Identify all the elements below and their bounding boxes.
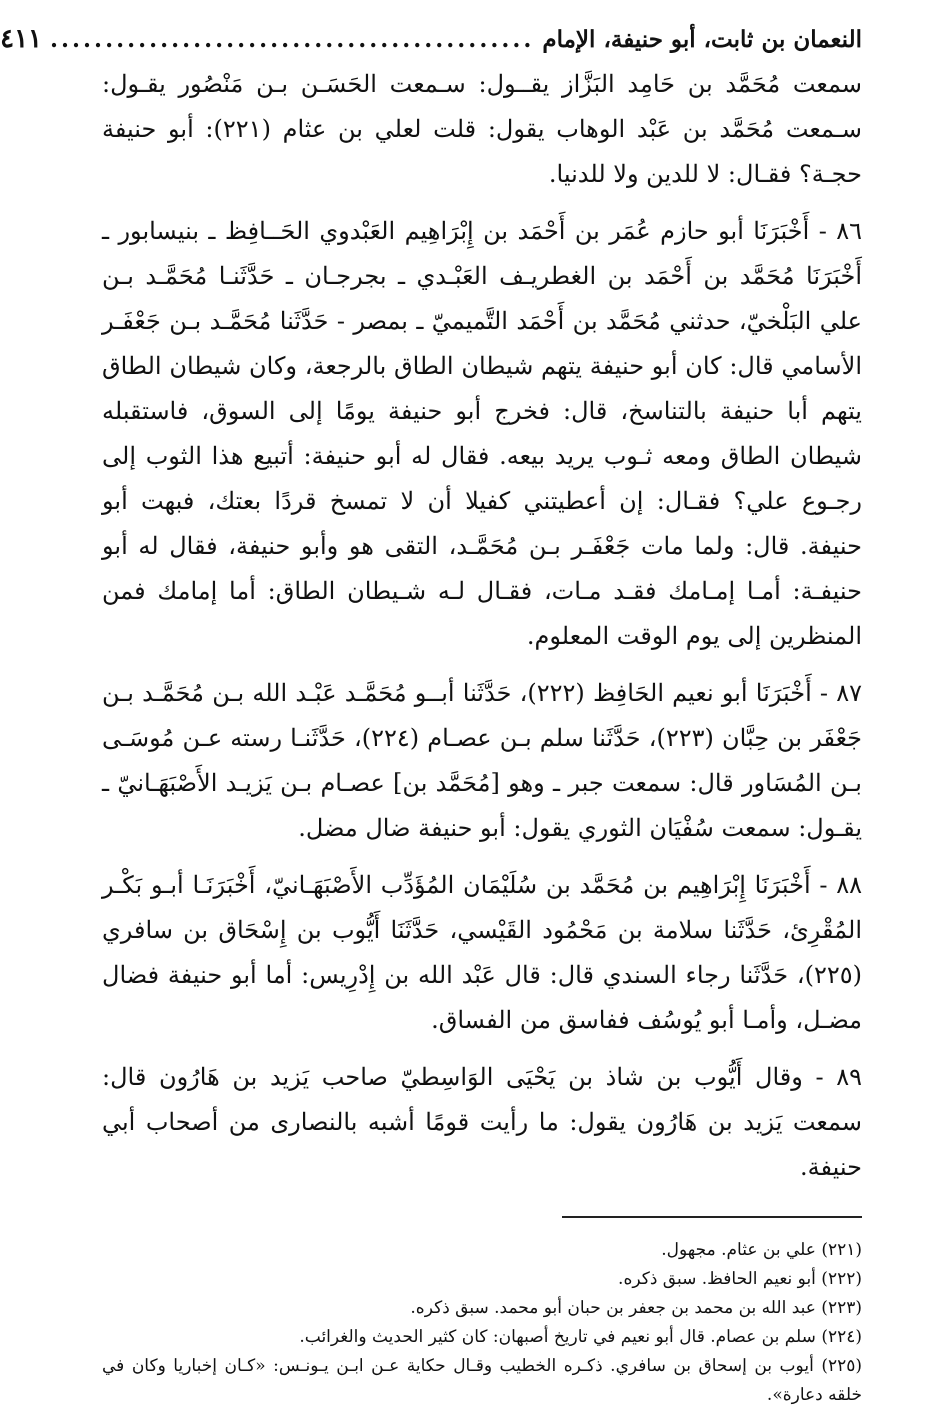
page-number: ٤١١ — [0, 24, 43, 54]
header-title: النعمان بن ثابت، أبو حنيفة، الإمام — [542, 26, 862, 53]
footnote-224: (٢٢٤) سلم بن عصام. قال أبو نعيم في تاريخ أصبهان: كان كثير الحديث والغرائب. — [299, 1327, 862, 1347]
report-87: ٨٧ - أَخْبَرَنَا أبو نعيم الحَافِظ (٢٢٢)، حَدَّثَنا أبــو مُحَمَّـد عَبْـد الله بـن مُحَمَّـد بـن جَعْفَر بن حِبَّان (٢٢٣)، حَدَّثَنا سلم بـن عصـام (٢٢٤)، حَدَّثَنـا رسته عـن مُوسَـى بـن المُسَاور قال: سمعت جبر ـ وهو [مُحَمَّد بن] عصـام بـن يَزيـد الأَصْبَهَـانيّ ـ يقـول: سمعت سُفْيَان الثوري يقول: أبو حنيفة ضال مضل. — [102, 679, 863, 842]
running-header — [0, 22, 862, 62]
footnote-222: (٢٢٢) أبو نعيم الحافظ. سبق ذكره. — [618, 1269, 862, 1289]
report-86: ٨٦ - أَخْبَرَنَا أبو حازم عُمَر بن أَحْمَد بن إِبْرَاهِيم العَبْدوي الحَــافِظ ـ بنيسابور ـ أَخْبَرَنَا مُحَمَّد بن أَحْمَد بن الغطريـف العَبْـدي ـ بجرجـان ـ حَدَّثَنـا مُحَمَّـد بـن علي البَلْخيّ، حدثني مُحَمَّد بن أَحْمَد التَّميميّ ـ بمصر - حَدَّثَنا مُحَمَّـد بـن جَعْفَـر الأسامي قال: كان أبو حنيفة يتهم شيطان الطاق بالرجعة، وكان شيطان الطاق يتهم أبا حنيفة بالتناسخ، قال: فخرج أبو حنيفة يومًا إلى السوق، فاستقبله شيطان الطاق ومعه ثـوب يريد بيعه. فقال له أبو حنيفة: أتبيع هذا الثوب إلى رجـوع علي؟ فقـال: إن أعطيتني كفيلا أن لا تمسخ قردًا بعتك، فبهت أبو حنيفة. قال: ولما مات جَعْفَـر بـن مُحَمَّـد، التقى هو وأبو حنيفة، فقال له أبو حنيفـة: أمـا إمـامك فقـد مـات، فقـال لـه شـيطان الطاق: أما إمامك فمن المنظرين إلى يوم الوقت المعلوم. — [102, 217, 862, 650]
main-text — [102, 62, 862, 1190]
paragraph-continuation: سمعت مُحَمَّد بن حَامِد البَزَّاز يقــول: سـمعت الحَسَـن بـن مَنْصُور يقـول: سـمعت مُحَمَّد بن عَبْد الوهاب يقول: قلت لعلي بن عثام (٢٢١): أبو حنيفة حجـة؟ فقـال: لا للدين ولا للدنيا. — [102, 70, 863, 188]
footnote-divider — [562, 1216, 862, 1218]
footnotes — [102, 1236, 862, 1410]
book-page — [0, 22, 863, 1410]
report-88: ٨٨ - أَخْبَرَنَا إِبْرَاهِيم بن مُحَمَّد بن سُلَيْمَان المُؤَدِّب الأَصْبَهَـانيّ، أَخْبَرَنَـا أبـو بَكْـر المُقْرِئ، حَدَّثَنا سلامة بن مَحْمُود القَيْسي، حَدَّثَنَا أَيُّوب بن إِسْحَاق بن سافري (٢٢٥)، حَدَّثَنا رجاء السندي قال: قال عَبْد الله بن إِدْرِيس: أما أبو حنيفة فضال مضـل، وأمـا أبو يُوسُف ففاسق من الفساق. — [102, 871, 862, 1034]
header-leader-dots: ............................................ — [50, 26, 535, 53]
footnote-221: (٢٢١) علي بن عثام. مجهول. — [661, 1240, 862, 1260]
footnote-223: (٢٢٣) عبد الله بن محمد بن جعفر بن حبان أبو محمد. سبق ذكره. — [410, 1298, 862, 1318]
footnote-225: (٢٢٥) أيوب بن إسحاق بن سافري. ذكـره الخطيب وقـال حكاية عـن ابـن يـونـس: «كـان إخباريا وكان في خلقه دعارة». — [102, 1356, 862, 1405]
report-89: ٨٩ - وقال أَيُّوب بن شاذ بن يَحْيَى الوَاسِطيّ صاحب يَزيد بن هَارُون قال: سمعت يَزيد بن هَارُون يقول: ما رأيت قومًا أشبه بالنصارى من أصحاب أبي حنيفة. — [102, 1063, 862, 1181]
